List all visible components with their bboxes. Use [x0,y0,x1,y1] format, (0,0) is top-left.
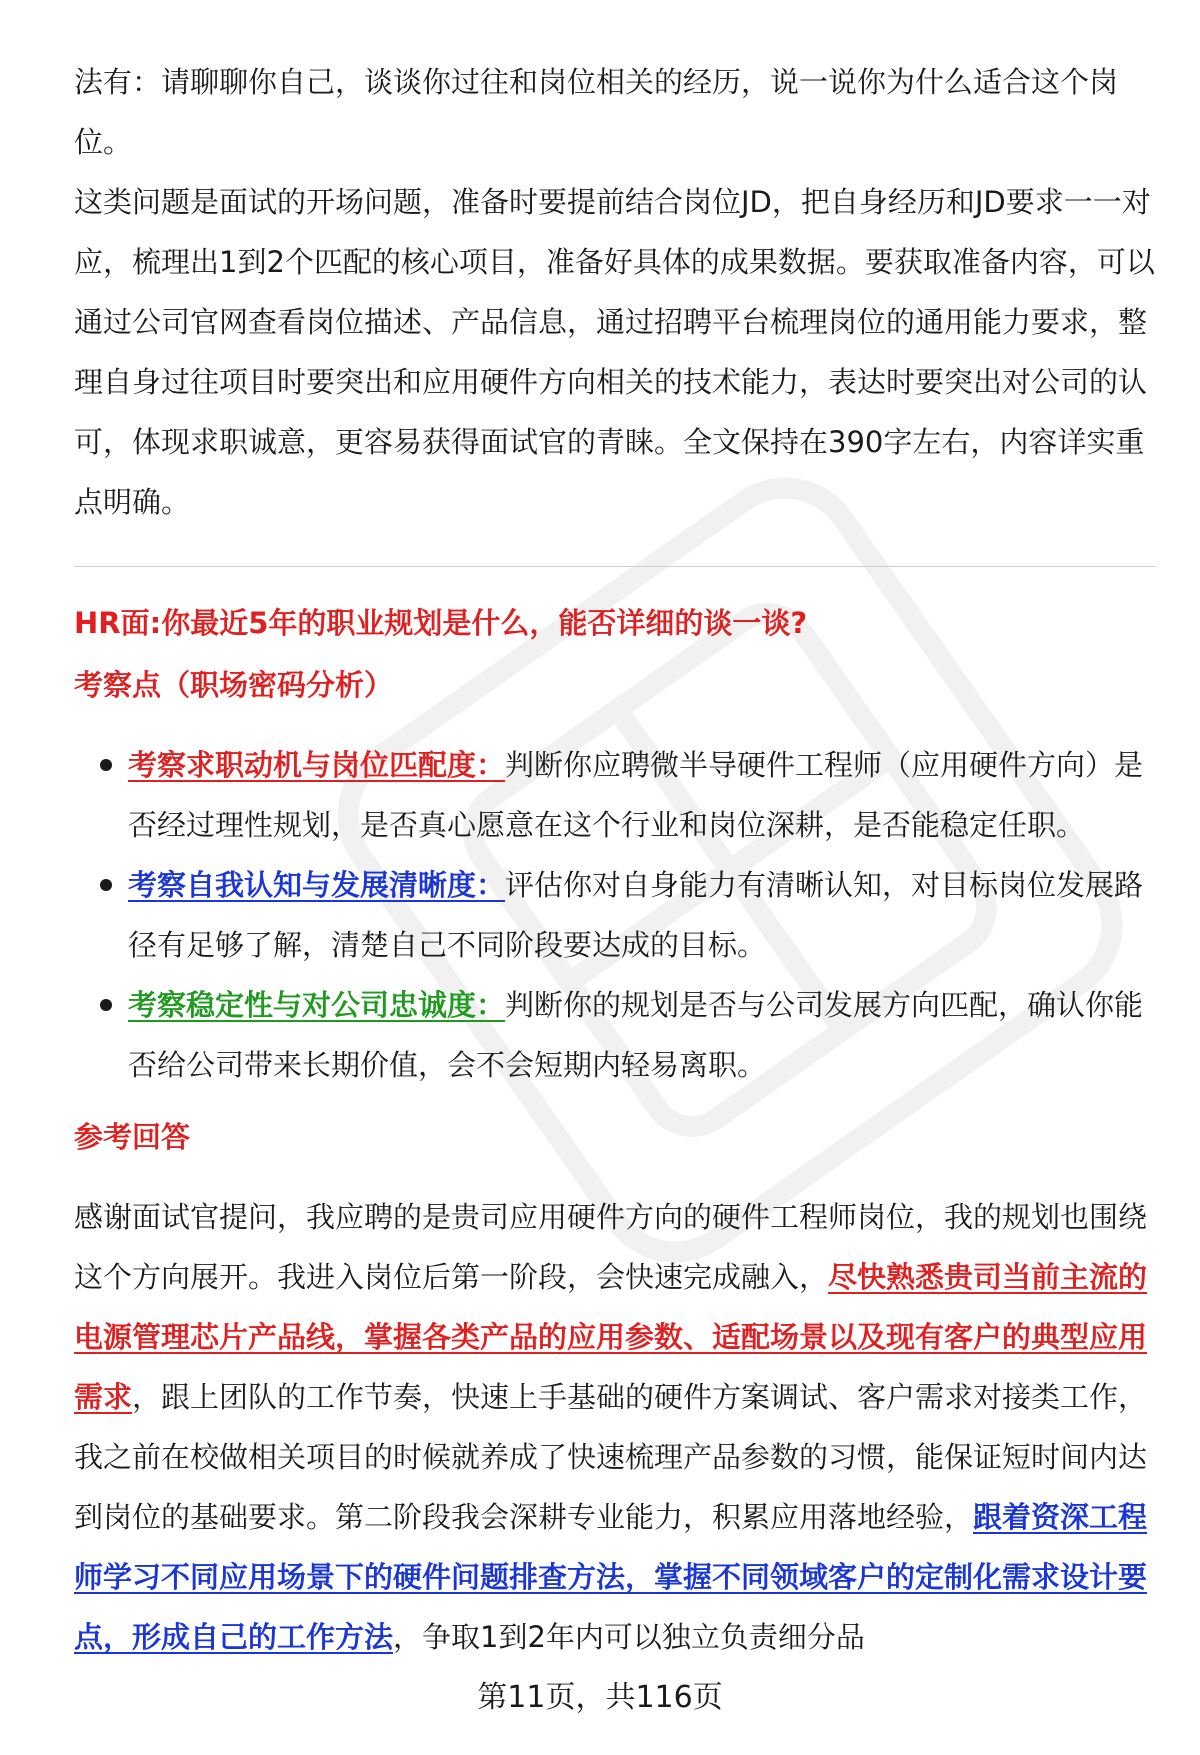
answer-text: ，争取1到2年内可以独立负责细分品 [393,1620,865,1654]
list-item [74,975,1156,1095]
list-item [74,855,1156,975]
bullet-icon [100,759,112,771]
intro-advice: 这类问题是面试的开场问题，准备时要提前结合岗位JD，把自身经历和JD要求一一对应，梳理出1到2个匹配的核心项目，准备好具体的成果数据。要获取准备内容，可以通过公司官网查看岗位描述、产品信息，通过招聘平台梳理岗位的通用能力要求，整理自身过往项目时要突出和应用硬件方向相关的技术能力，表达时要突出对公司的认可，体现求职诚意，更容易获得面试官的青睐。全文保持在390字左右，内容详实重点明确。 [74,185,1155,519]
answer-text: ，跟上团队的工作节奏，快速上手基础的硬件方案调试、客户需求对接类工作，我之前在校做相关项目的时候就养成了快速梳理产品参数的习惯，能保证短时间内达到岗位的基础要求。第二阶段我会深耕专业能力，积累应用落地经验， [74,1380,1148,1534]
bullet-icon [100,879,112,891]
intro-question: 法有：请聊聊你自己，谈谈你过往和岗位相关的经历，说一说你为什么适合这个岗位。 [74,65,1119,159]
page-number: 第11页，共116页 [477,1680,723,1715]
answer-highlight: 跟着资深工程师学习不同应用场景下的硬件问题排查方法，掌握不同领域客户的定制化需求设计要点，形成自己的工作方法 [74,1500,1148,1654]
point-text: 判断你的规划是否与公司发展方向匹配，确认你能否给公司带来长期价值，会不会短期内轻易离职。 [128,988,1144,1082]
document-page [74,52,1156,1667]
answer-highlight: 尽快熟悉贵司当前主流的电源管理芯片产品线，掌握各类产品的应用参数、适配场景以及现有客户的典型应用需求 [74,1260,1148,1414]
answer-text: 感谢面试官提问，我应聘的是贵司应用硬件方向的硬件工程师岗位，我的规划也围绕这个方向展开。我进入岗位后第一阶段，会快速完成融入， [74,1200,1148,1294]
point-label: 考察自我认知与发展清晰度： [128,868,506,902]
bullet-icon [100,999,112,1011]
point-text: 判断你应聘微半导硬件工程师（应用硬件方向）是否经过理性规划，是否真心愿意在这个行业和岗位深耕，是否能稳定任职。 [128,748,1144,842]
list-item [74,735,1156,855]
point-label: 考察稳定性与对公司忠诚度： [128,988,506,1022]
point-text: 评估你对自身能力有清晰认知，对目标岗位发展路径有足够了解，清楚自己不同阶段要达成的目标。 [128,868,1144,962]
question-title: HR面:你最近5年的职业规划是什么，能否详细的谈一谈? [74,606,808,640]
point-label: 考察求职动机与岗位匹配度： [128,748,506,782]
answer-body [74,1187,1156,1667]
answer-title: 参考回答 [74,1120,191,1154]
points-title: 考察点（职场密码分析） [74,668,394,702]
assessment-points [74,735,1156,1095]
section-divider [74,566,1156,567]
